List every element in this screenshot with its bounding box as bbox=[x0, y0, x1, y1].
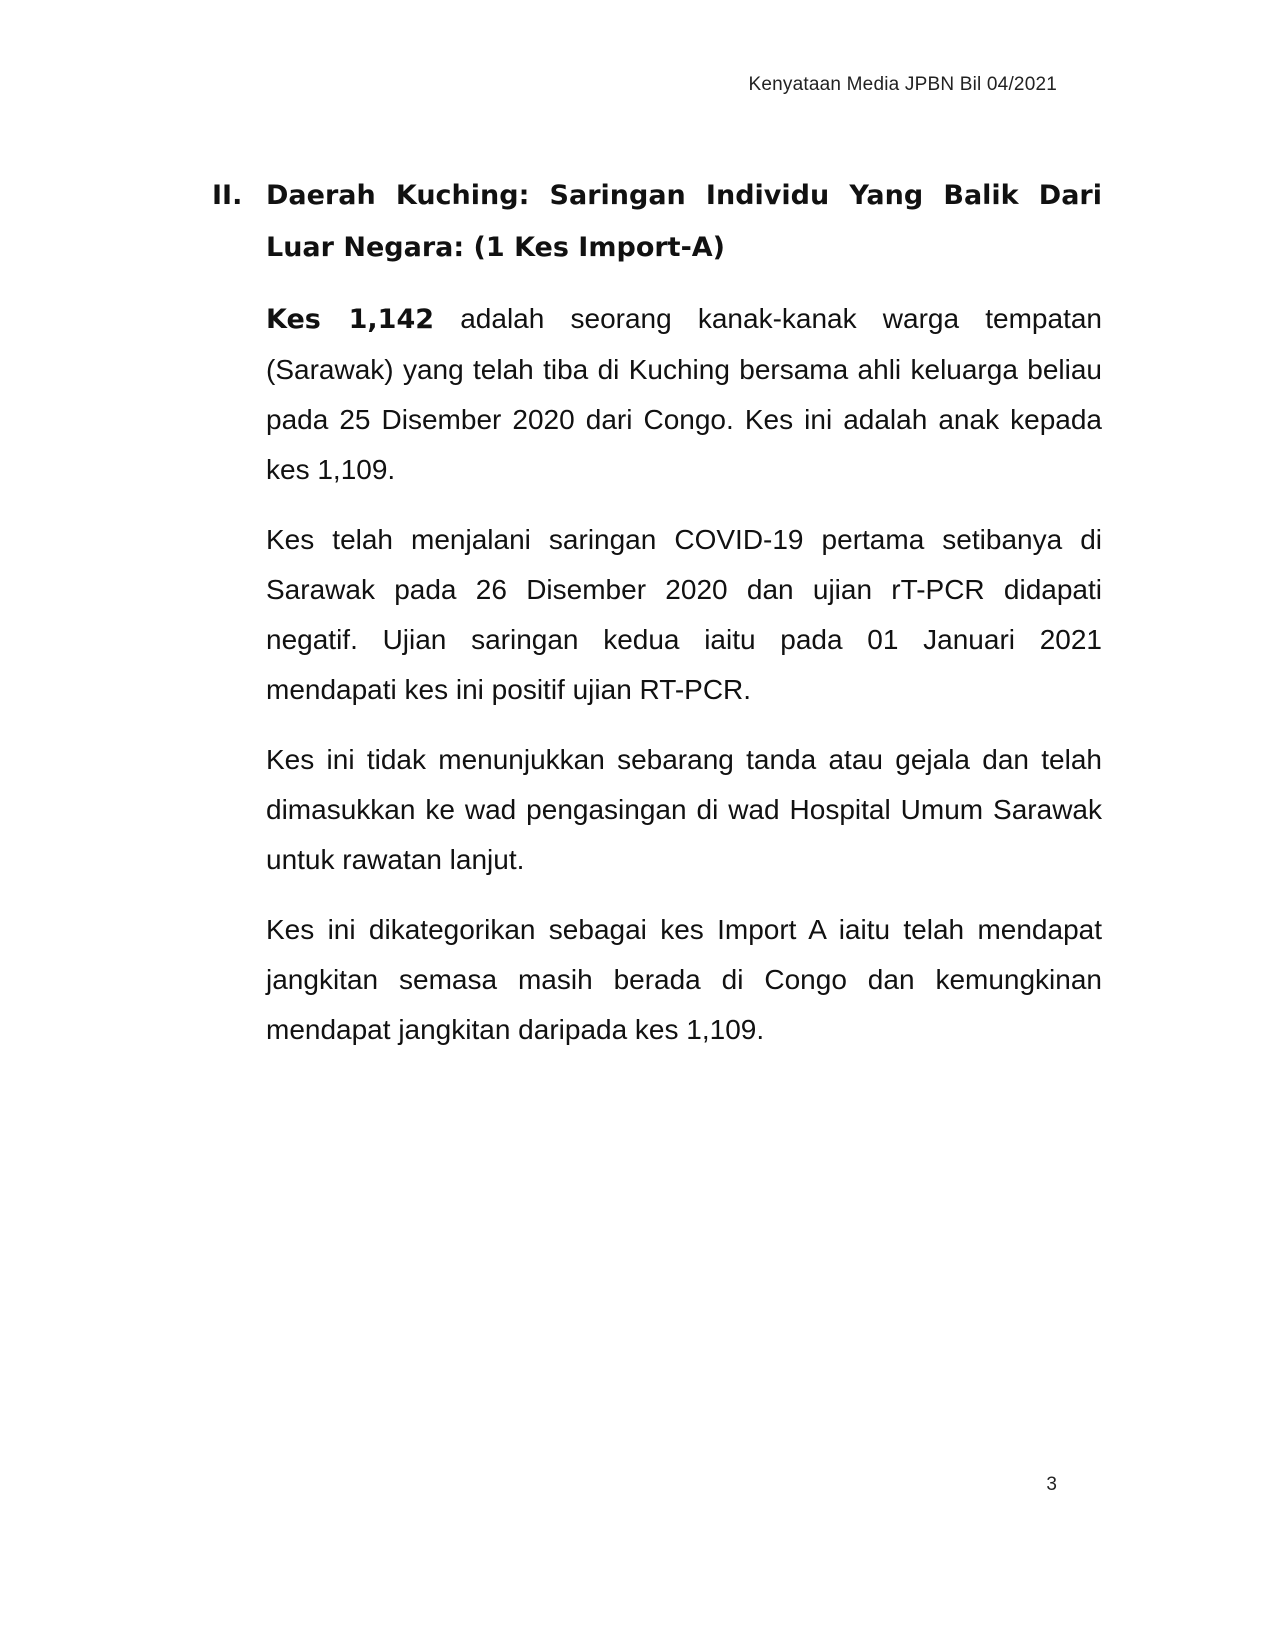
section-kuching bbox=[212, 170, 1102, 1075]
paragraph-case-details bbox=[266, 294, 1102, 495]
paragraph-screening: Kes telah menjalani saringan COVID-19 pertama setibanya di Sarawak pada 26 Disember 2020 dan ujian rT-PCR didapati negatif. Ujian saringan kedua iaitu pada 01 Januari 2021 mendapati kes ini positif ujian RT-PCR. bbox=[266, 524, 1102, 705]
section-body bbox=[266, 294, 1102, 1055]
section-heading bbox=[212, 170, 1102, 274]
document-reference: Kenyataan Media JPBN Bil 04/2021 bbox=[748, 74, 1057, 95]
paragraph-category: Kes ini dikategorikan sebagai kes Import A iaitu telah mendapat jangkitan semasa masih berada di Congo dan kemungkinan mendapat jangkitan daripada kes 1,109. bbox=[266, 914, 1102, 1045]
paragraph-condition: Kes ini tidak menunjukkan sebarang tanda atau gejala dan telah dimasukkan ke wad pengasingan di wad Hospital Umum Sarawak untuk rawatan lanjut. bbox=[266, 744, 1102, 875]
page-number: 3 bbox=[1046, 1474, 1057, 1495]
section-number: II. bbox=[212, 180, 243, 211]
section-title: Daerah Kuching: Saringan Individu Yang Balik Dari Luar Negara: (1 Kes Import-A) bbox=[266, 180, 1102, 263]
case-details-text: adalah seorang kanak-kanak warga tempatan (Sarawak) yang telah tiba di Kuching bersama ahli keluarga beliau pada 25 Disember 2020 dari Congo. Kes ini adalah anak kepada kes 1,109. bbox=[266, 303, 1102, 485]
case-number-label: Kes 1,142 bbox=[266, 304, 435, 335]
